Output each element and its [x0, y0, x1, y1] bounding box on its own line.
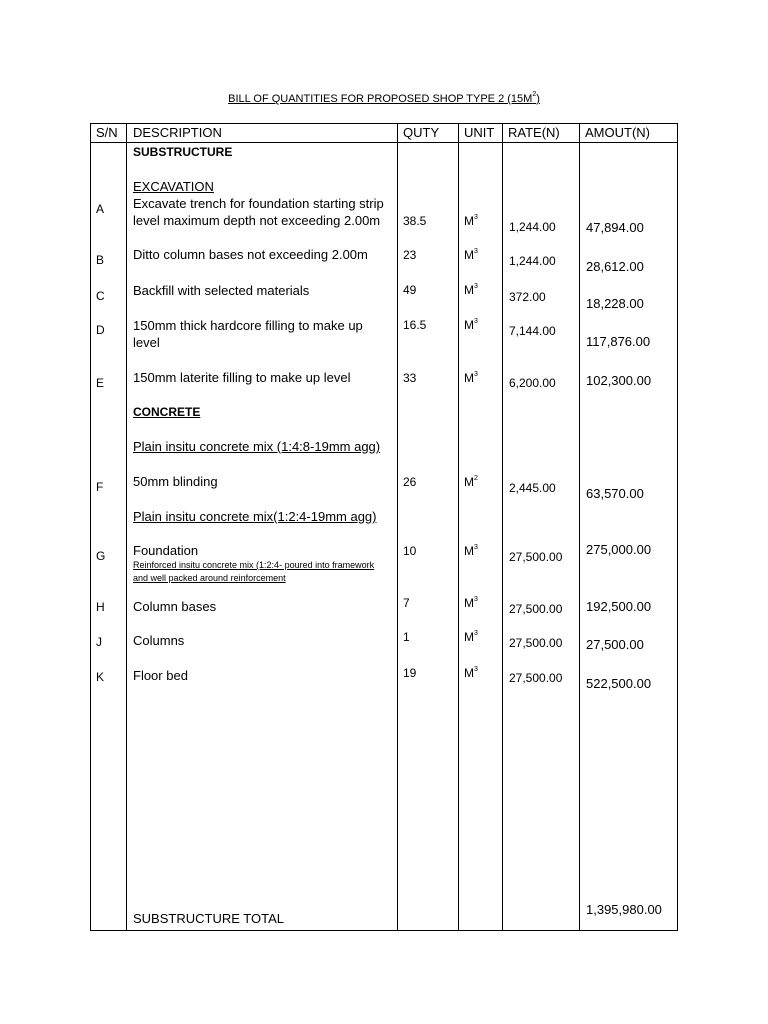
substructure-total-amount: 1,395,980.00	[586, 902, 662, 917]
row-qty: 49	[403, 283, 417, 297]
col-border-desc	[397, 123, 398, 931]
row-rate: 27,500.00	[509, 671, 563, 685]
col-border-sn	[126, 123, 127, 931]
row-rate: 27,500.00	[509, 550, 563, 564]
table-bottom-border	[90, 930, 678, 931]
row-description: Foundation	[133, 543, 199, 558]
row-description: Column bases	[133, 599, 217, 614]
row-unit: $M^3$	[464, 248, 478, 262]
row-sn: G	[96, 549, 106, 563]
row-amount: 27,500.00	[586, 637, 644, 652]
row-unit: $M^2$	[464, 475, 478, 489]
page-title: BILL OF QUANTITIES FOR PROPOSED SHOP TYPE 2 $(15M^2)$	[228, 91, 540, 105]
row-amount: 117,876.00	[586, 334, 651, 349]
col-border-qty	[458, 123, 459, 931]
row-rate: 27,500.00	[509, 636, 563, 650]
row-amount: 47,894.00	[586, 220, 644, 235]
row-amount: 28,612.00	[586, 259, 644, 274]
row-description: 150mm laterite filling to make up level	[133, 370, 351, 385]
row-rate: 7,144.00	[509, 324, 556, 338]
row-sn: D	[96, 323, 105, 337]
reinforced-note-line1: Reinforced insitu concrete mix (1:2:4- poured into framework	[133, 560, 375, 570]
row-unit: $M^3$	[464, 214, 478, 228]
row-amount: 192,500.00	[586, 599, 652, 614]
row-description-cont: level	[133, 335, 160, 350]
row-qty: 38.5	[403, 214, 427, 228]
header-quty: QUTY	[403, 125, 440, 140]
section-excavation: EXCAVATION	[133, 179, 214, 194]
row-description: Columns	[133, 633, 185, 648]
row-rate: 27,500.00	[509, 602, 563, 616]
row-qty: 33	[403, 371, 417, 385]
row-description: Excavate trench for foundation starting strip	[133, 196, 384, 211]
row-description: Ditto column bases not exceeding 2.00m	[133, 247, 368, 262]
row-amount: 18,228.00	[586, 296, 644, 311]
row-sn: B	[96, 253, 105, 267]
reinforced-note-line2: and well packed around reinforcement	[133, 573, 286, 583]
row-description: 150mm thick hardcore filling to make up	[133, 318, 363, 333]
row-unit: $M^3$	[464, 544, 478, 558]
row-sn: E	[96, 376, 105, 390]
col-border-rate	[579, 123, 580, 931]
col-border-right	[677, 123, 678, 931]
row-qty: 23	[403, 248, 417, 262]
row-qty: 10	[403, 544, 417, 558]
row-amount: 63,570.00	[586, 486, 644, 501]
row-rate: 2,445.00	[509, 481, 556, 495]
section-plain-mix-2: Plain insitu concrete mix(1:2:4-19mm agg)	[133, 509, 377, 524]
row-sn: A	[96, 202, 105, 216]
row-rate: 372.00	[509, 290, 546, 304]
row-qty: 26	[403, 475, 417, 489]
row-sn: J	[96, 635, 102, 649]
col-border-left	[90, 123, 91, 931]
header-bottom-border	[90, 142, 678, 143]
section-plain-mix-1: Plain insitu concrete mix (1:4:8-19mm agg)	[133, 439, 381, 454]
header-description: DESCRIPTION	[133, 125, 222, 140]
header-unit: UNIT	[464, 125, 495, 140]
row-rate: 6,200.00	[509, 376, 556, 390]
row-unit: $M^3$	[464, 630, 478, 644]
section-substructure: SUBSTRUCTURE	[133, 145, 233, 159]
row-sn: K	[96, 670, 105, 684]
row-amount: 102,300.00	[586, 373, 652, 388]
row-rate: 1,244.00	[509, 220, 556, 234]
section-concrete: CONCRETE	[133, 405, 201, 419]
header-amount: AMOUT(N)	[585, 125, 650, 140]
row-amount: 522,500.00	[586, 676, 652, 691]
header-sn: S/N	[96, 125, 118, 140]
header-rate: RATE(N)	[508, 125, 560, 140]
row-sn: C	[96, 289, 105, 303]
row-description-cont: level maximum depth not exceeding 2.00m	[133, 213, 381, 228]
col-border-unit	[502, 123, 503, 931]
row-qty: 1	[403, 630, 410, 644]
row-description: 50mm blinding	[133, 474, 218, 489]
row-sn: F	[96, 480, 104, 494]
row-unit: $M^3$	[464, 318, 478, 332]
row-description: Backfill with selected materials	[133, 283, 310, 298]
row-unit: $M^3$	[464, 371, 478, 385]
row-unit: $M^3$	[464, 596, 478, 610]
row-qty: 7	[403, 596, 410, 610]
row-rate: 1,244.00	[509, 254, 556, 268]
row-qty: 19	[403, 666, 417, 680]
row-amount: 275,000.00	[586, 542, 652, 557]
row-qty: 16.5	[403, 318, 427, 332]
row-description: Floor bed	[133, 668, 188, 683]
row-unit: $M^3$	[464, 666, 478, 680]
row-sn: H	[96, 600, 105, 614]
row-unit: $M^3$	[464, 283, 478, 297]
substructure-total-label: SUBSTRUCTURE TOTAL	[133, 911, 284, 926]
